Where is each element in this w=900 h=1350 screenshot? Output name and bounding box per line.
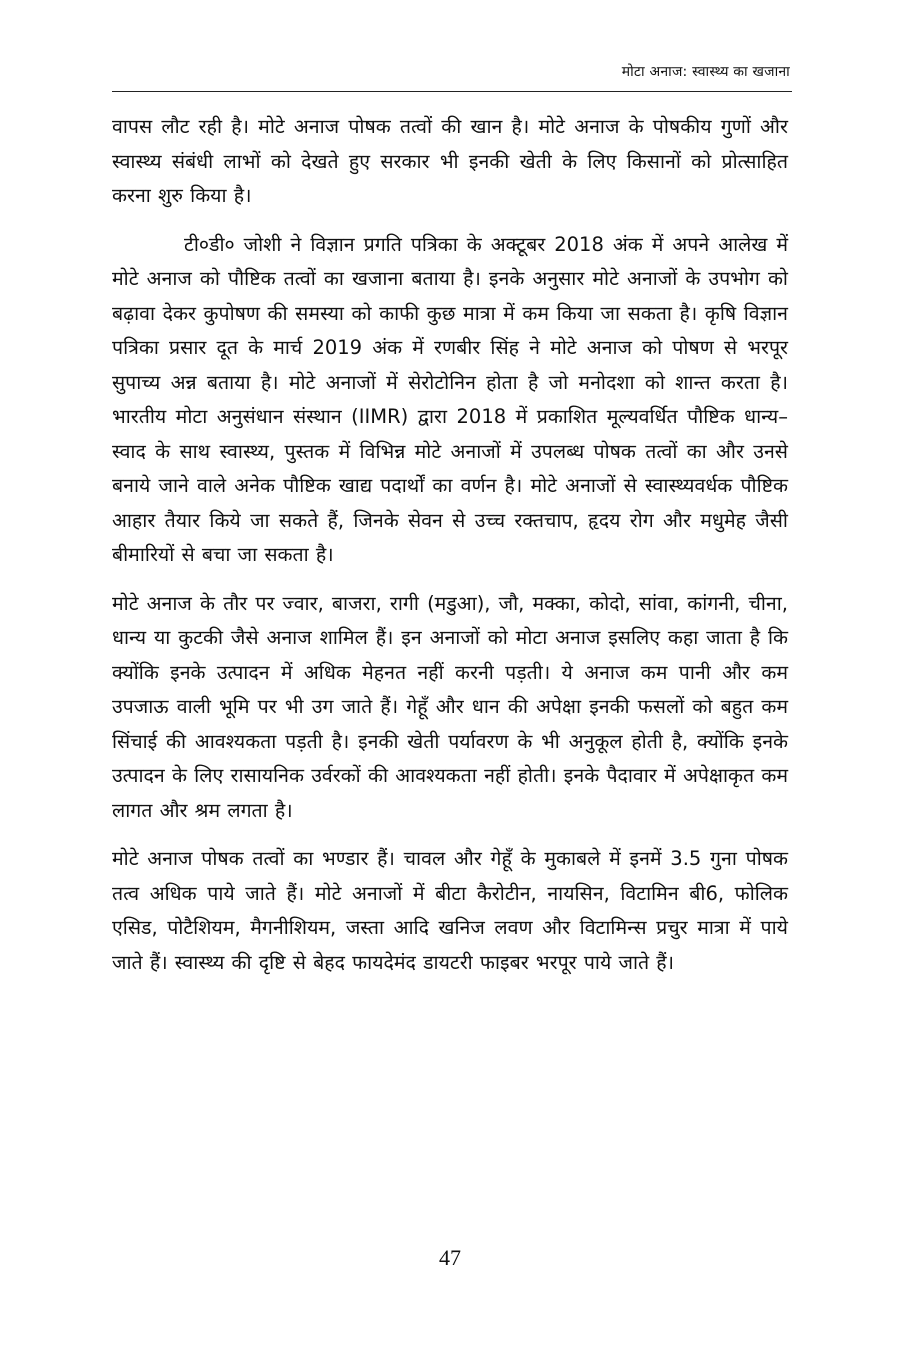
- paragraph-research-references: टी०डी० जोशी ने विज्ञान प्रगति पत्रिका के अक्टूबर 2018 अंक में अपने आलेख में मोटे अनाज को पौष्टिक तत्वों का खजाना बताया है। इनके अनुसार मोटे अनाजों के उपभोग को बढ़ावा देकर कुपोषण की समस्या को काफी कुछ मात्रा में कम किया जा सकता है। कृषि विज्ञान पत्रिका प्रसार दूत के मार्च 2019 अंक में रणबीर सिंह ने मोटे अनाज को पोषण से भरपूर सुपाच्य अन्न बताया है। मोटे अनाजों में सेरोटोनिन होता है जो मनोदशा को शान्त करता है। भारतीय मोटा अनुसंधान संस्थान (IIMR) द्वारा 2018 में प्रकाशित मूल्यवर्धित पौष्टिक धान्य–स्वाद के साथ स्वास्थ्य, पुस्तक में विभिन्न मोटे अनाजों में उपलब्ध पोषक तत्वों का और उनसे बनाये जाने वाले अनेक पौष्टिक खाद्य पदार्थों का वर्णन है। मोटे अनाजों से स्वास्थ्यवर्धक पौष्टिक आहार तैयार किये जा सकते हैं, जिनके सेवन से उच्च रक्तचाप, हृदय रोग और मधुमेह जैसी बीमारियों से बचा जा सकता है।: [112, 232, 788, 566]
- paragraph-continuation: वापस लौट रही है। मोटे अनाज पोषक तत्वों की खान है। मोटे अनाज के पोषकीय गुणों और स्वास्थ्य संबंधी लाभों को देखते हुए सरकार भी इनकी खेती के लिए किसानों को प्रोत्साहित करना शुरु किया है।: [112, 115, 788, 207]
- page-body: [112, 110, 788, 980]
- header-rule: [112, 91, 792, 92]
- paragraph-millet-types: मोटे अनाज के तौर पर ज्वार, बाजरा, रागी (मडुआ), जौ, मक्का, कोदो, सांवा, कांगनी, चीना, धान्य या कुटकी जैसे अनाज शामिल हैं। इन अनाजों को मोटा अनाज इसलिए कहा जाता है कि क्योंकि इनके उत्पादन में अधिक मेहनत नहीं करनी पड़ती। ये अनाज कम पानी और कम उपजाऊ वाली भूमि पर भी उग जाते हैं। गेहूँ और धान की अपेक्षा इनकी फसलों को बहुत कम सिंचाई की आवश्यकता पड़ती है। इनकी खेती पर्यावरण के भी अनुकूल होती है, क्योंकि इनके उत्पादन के लिए रासायनिक उर्वरकों की आवश्यकता नहीं होती। इनके पैदावार में अपेक्षाकृत कम लागत और श्रम लगता है।: [112, 591, 788, 822]
- paragraph-nutrient-content: मोटे अनाज पोषक तत्वों का भण्डार हैं। चावल और गेहूँ के मुकाबले में इनमें 3.5 गुना पोषक तत्व अधिक पाये जाते हैं। मोटे अनाजों में बीटा कैरोटीन, नायसिन, विटामिन बी6, फोलिक एसिड, पोटैशियम, मैगनीशियम, जस्ता आदि खनिज लवण और विटामिन्स प्रचुर मात्रा में पाये जाते हैं। स्वास्थ्य की दृष्टि से बेहद फायदेमंद डायटरी फाइबर भरपूर पाये जाते हैं।: [112, 847, 788, 974]
- page-number: 47: [439, 1245, 461, 1270]
- running-header-title: मोटा अनाज: स्वास्थ्य का खजाना: [621, 64, 790, 80]
